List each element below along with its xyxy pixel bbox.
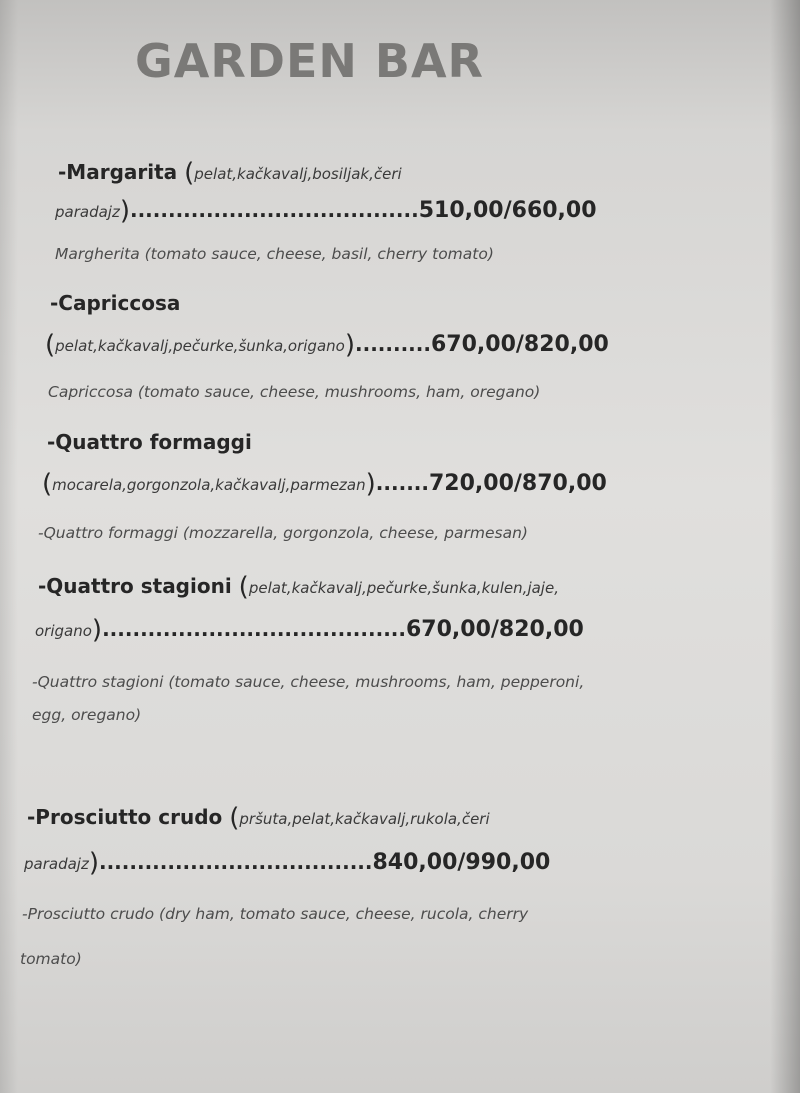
item-name: -Margarita bbox=[58, 160, 185, 184]
item-leader-dots: .................................... bbox=[98, 850, 373, 874]
item-close-paren: ) bbox=[88, 848, 99, 878]
menu-item-quattro-formaggi-translation: -Quattro formaggi (mozzarella, gorgonzola, cheese, parmesan) bbox=[38, 524, 528, 542]
menu-item-quattro-stagioni-line1 bbox=[38, 572, 559, 602]
item-name: -Quattro formaggi bbox=[47, 430, 252, 454]
item-ingredients: pelat,kačkavalj,pečurke,šunka,origano bbox=[55, 337, 345, 355]
item-ingredients: pršuta,pelat,kačkavalj,rukola,čeri bbox=[239, 810, 490, 828]
menu-item-capriccosa-line2 bbox=[45, 330, 609, 360]
item-price: 670,00/820,00 bbox=[430, 332, 609, 357]
item-open-paren: ( bbox=[184, 158, 195, 188]
menu-item-margarita-line2 bbox=[55, 196, 597, 226]
menu-item-quattro-stagioni-line2 bbox=[35, 615, 584, 645]
menu-item-prosciutto-crudo-line1 bbox=[27, 803, 490, 833]
item-leader-dots: .......... bbox=[355, 332, 431, 356]
menu-item-margarita-translation: Margherita (tomato sauce, cheese, basil, cherry tomato) bbox=[55, 245, 494, 263]
item-leader-dots: ....... bbox=[375, 471, 429, 495]
menu-item-quattro-formaggi-line1 bbox=[47, 430, 252, 454]
item-close-paren: ) bbox=[119, 196, 130, 226]
menu-item-prosciutto-crudo-line2 bbox=[24, 848, 550, 878]
menu-title: GARDEN BAR bbox=[135, 34, 484, 88]
menu-item-quattro-stagioni-translation: -Quattro stagioni (tomato sauce, cheese, mushrooms, ham, pepperoni, bbox=[32, 673, 585, 691]
menu-item-quattro-stagioni-translation-cont: egg, oregano) bbox=[32, 706, 142, 724]
item-open-paren: ( bbox=[45, 330, 56, 360]
item-price: 840,00/990,00 bbox=[372, 850, 551, 875]
item-name: -Capriccosa bbox=[50, 291, 181, 315]
item-ingredients: mocarela,gorgonzola,kačkavalj,parmezan bbox=[52, 476, 366, 494]
item-leader-dots: ........................................ bbox=[102, 617, 406, 641]
paper-edge-shadow-right bbox=[770, 0, 800, 1093]
item-open-paren: ( bbox=[42, 469, 53, 499]
menu-item-prosciutto-crudo-translation-cont: tomato) bbox=[20, 950, 82, 968]
menu-item-quattro-formaggi-line2 bbox=[42, 469, 607, 499]
item-ingredients-cont: paradajz bbox=[55, 203, 120, 221]
paper-edge-shadow-left bbox=[0, 0, 18, 1093]
item-price: 510,00/660,00 bbox=[418, 198, 597, 223]
item-price: 670,00/820,00 bbox=[405, 617, 584, 642]
item-ingredients: pelat,kačkavalj,bosiljak,čeri bbox=[194, 165, 402, 183]
menu-item-prosciutto-crudo-translation: -Prosciutto crudo (dry ham, tomato sauce, cheese, rucola, cherry bbox=[22, 905, 529, 923]
item-ingredients-cont: origano bbox=[35, 622, 92, 640]
menu-item-margarita-line1 bbox=[58, 158, 402, 188]
item-price: 720,00/870,00 bbox=[428, 471, 607, 496]
item-open-paren: ( bbox=[238, 572, 249, 602]
item-close-paren: ) bbox=[344, 330, 355, 360]
item-name: -Prosciutto crudo bbox=[27, 805, 230, 829]
item-close-paren: ) bbox=[365, 469, 376, 499]
item-leader-dots: ...................................... bbox=[129, 198, 419, 222]
item-ingredients: pelat,kačkavalj,pečurke,šunka,kulen,jaje, bbox=[248, 579, 559, 597]
item-open-paren: ( bbox=[229, 803, 240, 833]
item-ingredients-cont: paradajz bbox=[24, 855, 89, 873]
menu-item-capriccosa-translation: Capriccosa (tomato sauce, cheese, mushrooms, ham, oregano) bbox=[48, 383, 541, 401]
menu-item-capriccosa-line1 bbox=[50, 291, 180, 315]
item-name: -Quattro stagioni bbox=[38, 574, 239, 598]
item-close-paren: ) bbox=[91, 615, 103, 645]
